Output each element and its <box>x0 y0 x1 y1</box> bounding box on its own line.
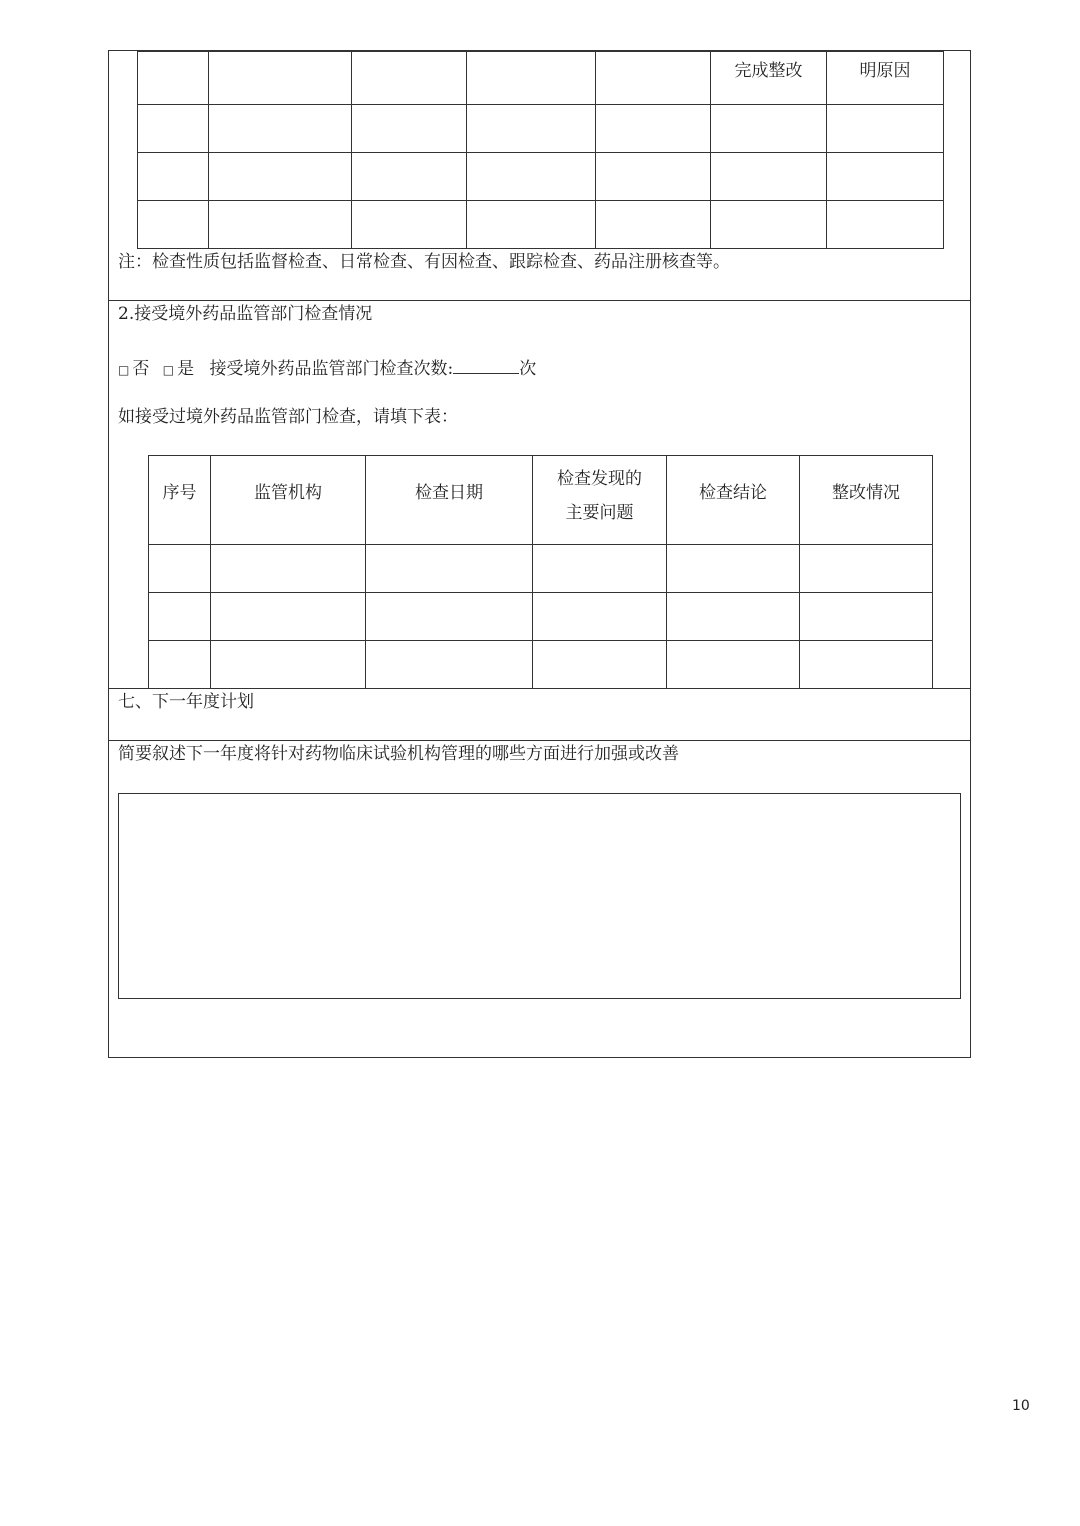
table-row <box>138 201 944 249</box>
table-cell[interactable] <box>352 52 467 105</box>
table-cell[interactable] <box>149 593 211 641</box>
page-number: 10 <box>1012 1398 1030 1414</box>
table-cell[interactable] <box>209 153 352 201</box>
header-reason: 明原因 <box>827 52 944 105</box>
header-findings <box>533 456 667 545</box>
table-cell[interactable] <box>211 593 366 641</box>
table-cell[interactable] <box>467 105 596 153</box>
inspection-count-field[interactable] <box>453 355 519 374</box>
table-row <box>138 105 944 153</box>
inspection-count-suffix: 次 <box>519 359 537 379</box>
table-cell[interactable] <box>138 52 209 105</box>
inspection-note: 注：检查性质包括监督检查、日常检查、有因检查、跟踪检查、药品注册核查等。 <box>118 252 730 272</box>
option-yes-label: 是 <box>177 359 195 379</box>
overseas-table-instruction: 如接受过境外药品监管部门检查，请填下表： <box>118 407 458 427</box>
table-cell[interactable] <box>800 593 933 641</box>
table-cell[interactable] <box>827 153 944 201</box>
table-cell[interactable] <box>211 545 366 593</box>
table-cell[interactable] <box>352 153 467 201</box>
table-cell[interactable] <box>467 153 596 201</box>
table-cell[interactable] <box>467 52 596 105</box>
table-cell[interactable] <box>138 105 209 153</box>
table-cell[interactable] <box>366 545 533 593</box>
table-cell[interactable] <box>533 641 667 689</box>
table-cell[interactable] <box>800 641 933 689</box>
header-rectification: 整改情况 <box>800 456 933 545</box>
table-cell[interactable] <box>596 153 711 201</box>
table-cell[interactable] <box>366 593 533 641</box>
inspection-count-label: 接受境外药品监管部门检查次数: <box>209 359 454 379</box>
divider-section2 <box>108 300 971 301</box>
table-cell[interactable] <box>211 641 366 689</box>
table-cell[interactable] <box>149 641 211 689</box>
header-serial: 序号 <box>149 456 211 545</box>
header-findings-line2: 主要问题 <box>565 503 634 523</box>
header-findings-line1: 检查发现的 <box>557 469 642 489</box>
plan-textarea[interactable] <box>118 793 961 999</box>
table-header-row <box>149 456 933 545</box>
table-cell[interactable] <box>209 52 352 105</box>
option-yes[interactable] <box>163 359 194 379</box>
table-cell[interactable] <box>209 105 352 153</box>
checkbox-icon[interactable]: □ <box>162 363 175 377</box>
table-row <box>138 52 944 105</box>
overseas-inspection-options <box>118 355 536 381</box>
table-cell[interactable] <box>352 105 467 153</box>
table-cell[interactable] <box>596 105 711 153</box>
table-cell[interactable] <box>366 641 533 689</box>
table-cell[interactable] <box>667 641 800 689</box>
table-cell[interactable] <box>667 593 800 641</box>
table-cell[interactable] <box>711 201 827 249</box>
option-no[interactable] <box>118 359 149 379</box>
header-date: 检查日期 <box>366 456 533 545</box>
table-row <box>149 641 933 689</box>
plan-prompt: 简要叙述下一年度将针对药物临床试验机构管理的哪些方面进行加强或改善 <box>118 744 679 764</box>
table-cell[interactable] <box>138 201 209 249</box>
checkbox-icon[interactable]: □ <box>118 363 130 377</box>
table-cell[interactable] <box>467 201 596 249</box>
table-cell[interactable] <box>711 105 827 153</box>
table-cell[interactable] <box>209 201 352 249</box>
section2-title: 2.接受境外药品监管部门检查情况 <box>118 304 373 324</box>
table-cell[interactable] <box>138 153 209 201</box>
table-cell[interactable] <box>352 201 467 249</box>
header-conclusion: 检查结论 <box>667 456 800 545</box>
table-cell[interactable] <box>596 201 711 249</box>
divider-plan-prompt <box>108 740 971 741</box>
table-cell[interactable] <box>827 105 944 153</box>
header-rectified: 完成整改 <box>711 52 827 105</box>
table-cell[interactable] <box>800 545 933 593</box>
section7-title: 七、下一年度计划 <box>118 692 254 712</box>
option-no-label: 否 <box>132 359 150 379</box>
table-cell[interactable] <box>827 201 944 249</box>
table-cell[interactable] <box>596 52 711 105</box>
table-cell[interactable] <box>711 153 827 201</box>
table-cell[interactable] <box>667 545 800 593</box>
table-cell[interactable] <box>533 593 667 641</box>
table-row <box>149 593 933 641</box>
table-row <box>149 545 933 593</box>
inspection-table-continued <box>137 51 944 249</box>
overseas-inspection-table <box>148 455 933 689</box>
header-agency: 监管机构 <box>211 456 366 545</box>
table-row <box>138 153 944 201</box>
table-cell[interactable] <box>149 545 211 593</box>
table-cell[interactable] <box>533 545 667 593</box>
